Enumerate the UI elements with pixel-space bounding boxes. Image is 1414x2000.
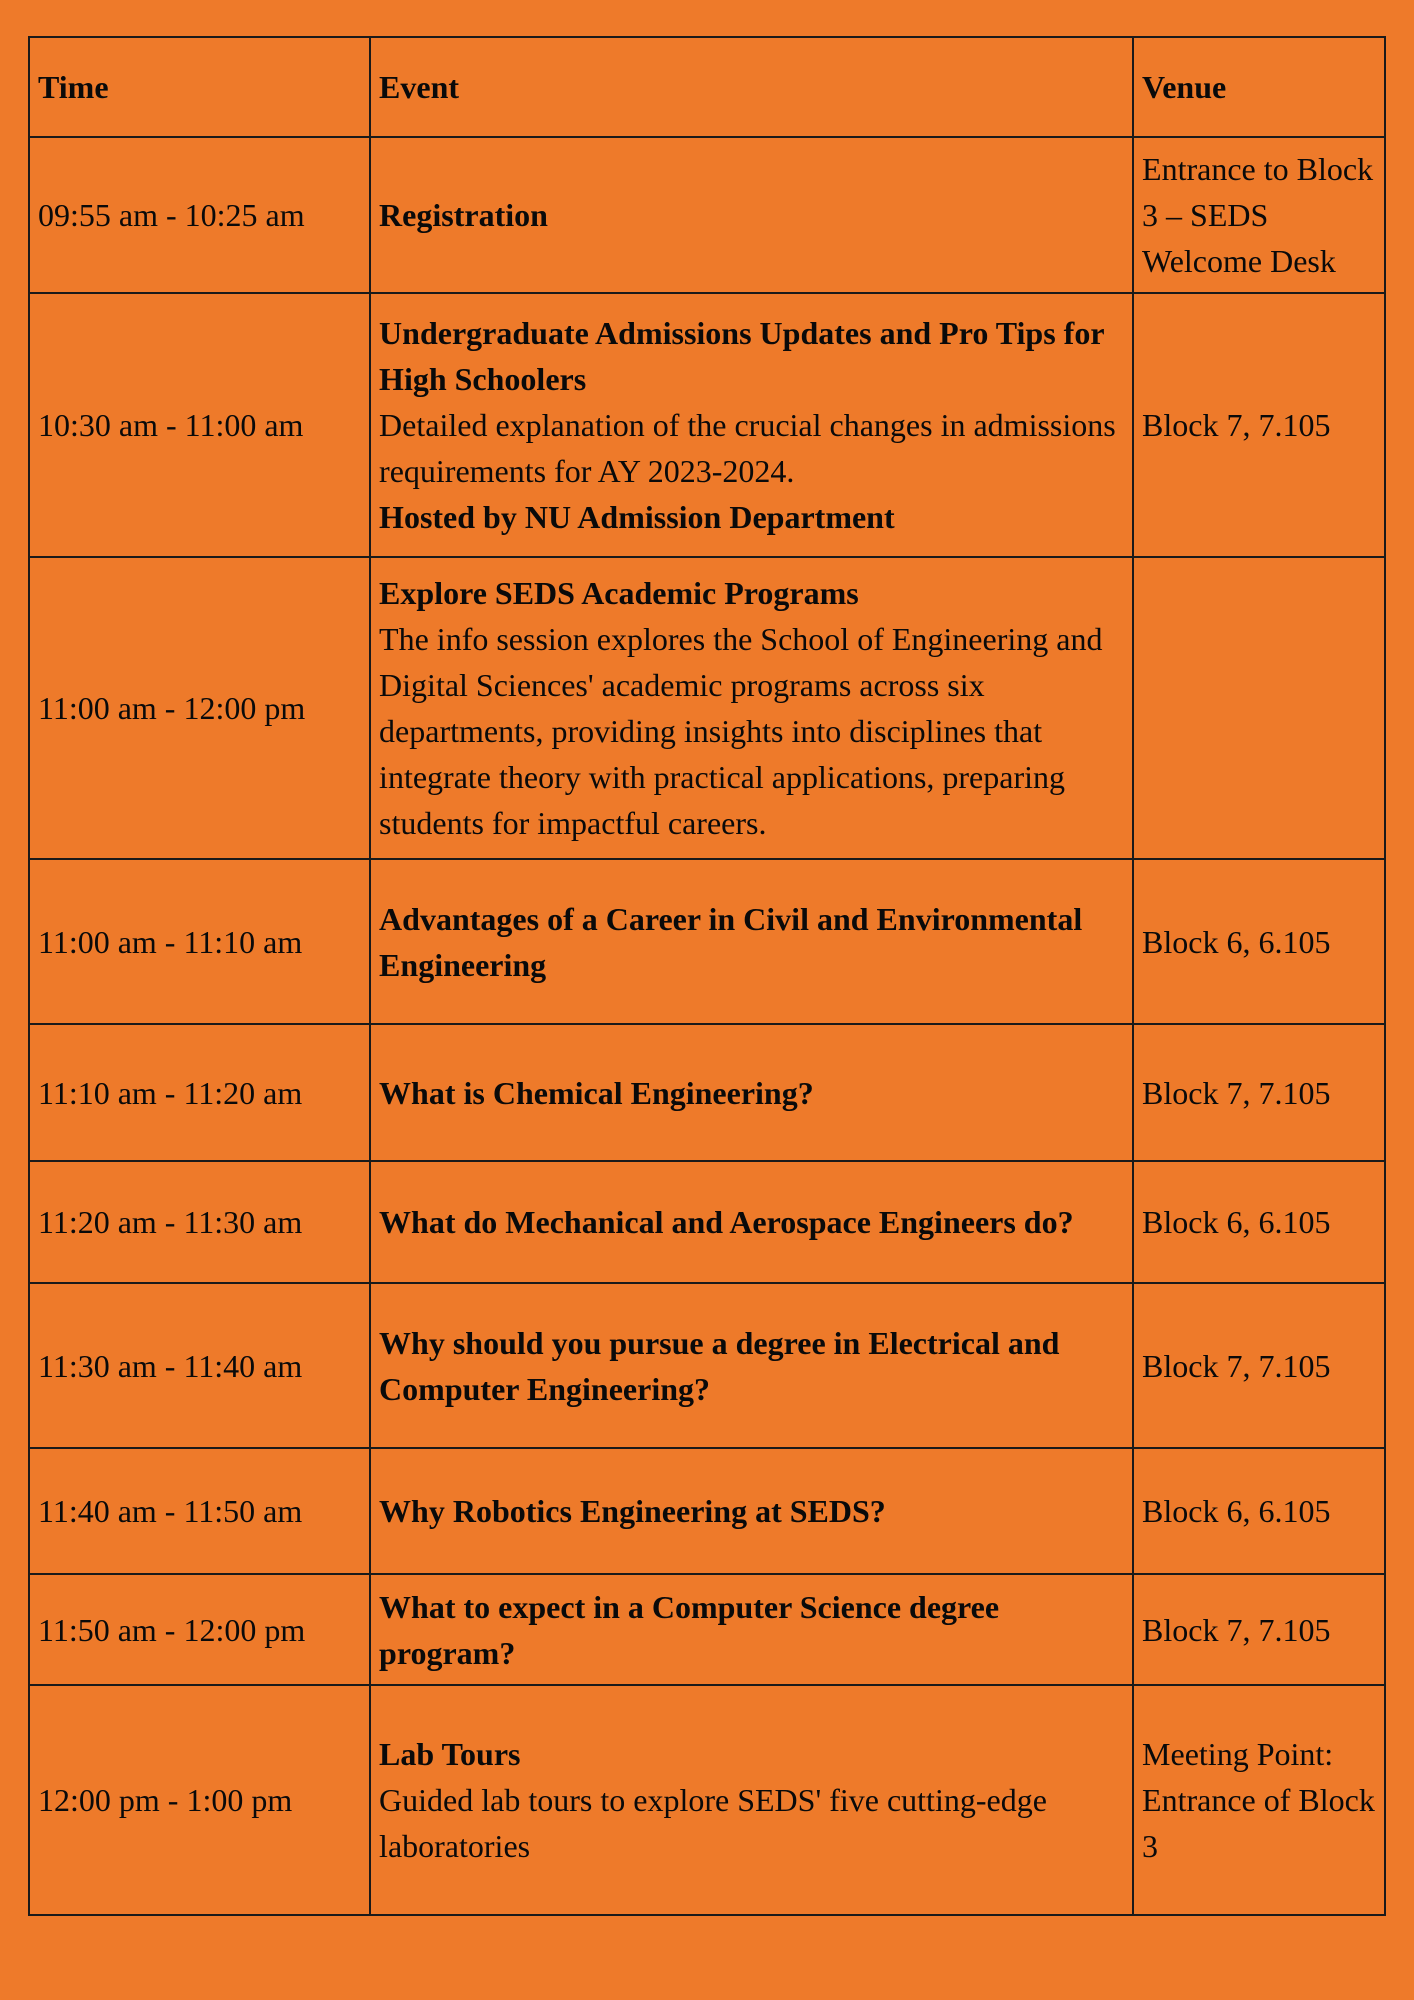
- event-description: The info session explores the School of Engineering and Digital Sciences' academic programs across six departments, providing insights into disciplines that integrate theory with practical applications, preparing students for impactful careers.: [379, 621, 1103, 841]
- event-title: Advantages of a Career in Civil and Environmental Engineering: [379, 900, 1083, 983]
- event-title: What to expect in a Computer Science degree program?: [379, 1588, 1000, 1671]
- time-cell: 11:50 am - 12:00 pm: [29, 1574, 370, 1685]
- event-cell: [370, 557, 1133, 859]
- venue-cell: Block 7, 7.105: [1133, 293, 1385, 557]
- table-row: [29, 1283, 1385, 1448]
- venue-cell: Block 7, 7.105: [1133, 1283, 1385, 1448]
- venue-cell: [1133, 557, 1385, 859]
- time-cell: 09:55 am - 10:25 am: [29, 137, 370, 293]
- event-description: Guided lab tours to explore SEDS' five cutting-edge laboratories: [379, 1782, 1047, 1864]
- table-row: [29, 137, 1385, 293]
- table-row: [29, 1024, 1385, 1161]
- event-cell: [370, 1024, 1133, 1161]
- schedule-table: [28, 36, 1386, 1916]
- header-time: Time: [29, 37, 370, 137]
- time-cell: 11:10 am - 11:20 am: [29, 1024, 370, 1161]
- event-title: What do Mechanical and Aerospace Engineers do?: [379, 1204, 1074, 1240]
- venue-cell: Block 6, 6.105: [1133, 859, 1385, 1024]
- header-venue: Venue: [1133, 37, 1385, 137]
- venue-cell: Meeting Point: Entrance of Block 3: [1133, 1685, 1385, 1915]
- time-cell: 11:30 am - 11:40 am: [29, 1283, 370, 1448]
- header-event: Event: [370, 37, 1133, 137]
- table-row: [29, 859, 1385, 1024]
- event-title: Explore SEDS Academic Programs: [379, 575, 859, 611]
- event-title: Why Robotics Engineering at SEDS?: [379, 1493, 886, 1529]
- time-cell: 11:00 am - 11:10 am: [29, 859, 370, 1024]
- event-cell: [370, 1283, 1133, 1448]
- event-host: Hosted by NU Admission Department: [379, 499, 895, 535]
- event-cell: [370, 137, 1133, 293]
- table-row: [29, 293, 1385, 557]
- event-cell: [370, 1161, 1133, 1283]
- event-cell: [370, 1574, 1133, 1685]
- event-cell: [370, 1685, 1133, 1915]
- table-row: [29, 1448, 1385, 1574]
- venue-cell: Block 6, 6.105: [1133, 1448, 1385, 1574]
- time-cell: 12:00 pm - 1:00 pm: [29, 1685, 370, 1915]
- event-description: Detailed explanation of the crucial changes in admissions requirements for AY 2023-2024.: [379, 407, 1116, 489]
- table-row: [29, 1574, 1385, 1685]
- venue-cell: Block 7, 7.105: [1133, 1024, 1385, 1161]
- event-title: Lab Tours: [379, 1736, 521, 1772]
- event-title: Why should you pursue a degree in Electrical and Computer Engineering?: [379, 1324, 1060, 1407]
- event-title: What is Chemical Engineering?: [379, 1074, 814, 1111]
- event-cell: [370, 859, 1133, 1024]
- venue-cell: Block 7, 7.105: [1133, 1574, 1385, 1685]
- venue-cell: Block 6, 6.105: [1133, 1161, 1385, 1283]
- header-row: [29, 37, 1385, 137]
- table-row: [29, 557, 1385, 859]
- table-row: [29, 1685, 1385, 1915]
- time-cell: 11:40 am - 11:50 am: [29, 1448, 370, 1574]
- venue-cell: Entrance to Block 3 – SEDS Welcome Desk: [1133, 137, 1385, 293]
- table-row: [29, 1161, 1385, 1283]
- time-cell: 10:30 am - 11:00 am: [29, 293, 370, 557]
- time-cell: 11:20 am - 11:30 am: [29, 1161, 370, 1283]
- event-cell: [370, 1448, 1133, 1574]
- event-title: Registration: [379, 197, 548, 233]
- event-title: Undergraduate Admissions Updates and Pro Tips for High Schoolers: [379, 315, 1104, 397]
- event-cell: [370, 293, 1133, 557]
- time-cell: 11:00 am - 12:00 pm: [29, 557, 370, 859]
